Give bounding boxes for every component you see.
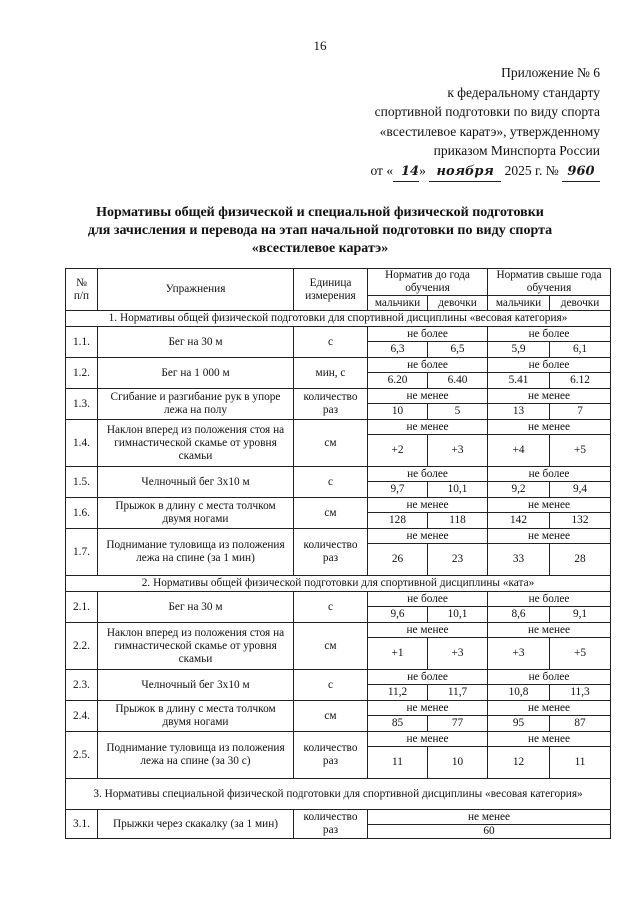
row-num: 1.5. bbox=[66, 467, 98, 498]
row-value: 13 bbox=[488, 404, 550, 420]
appendix-line: к федеральному стандарту bbox=[447, 84, 600, 100]
row-exercise: Бег на 30 м bbox=[98, 592, 294, 623]
row-num: 1.3. bbox=[66, 389, 98, 420]
row-exercise: Челночный бег 3х10 м bbox=[98, 670, 294, 701]
row-unit: с bbox=[294, 592, 368, 623]
row-value: 60 bbox=[368, 825, 611, 839]
table-header-row bbox=[66, 269, 611, 296]
row-value: 10 bbox=[368, 404, 428, 420]
row-value: 6,5 bbox=[428, 342, 488, 358]
row-value: 132 bbox=[550, 513, 611, 529]
row-num: 2.2. bbox=[66, 623, 98, 670]
title-line: Нормативы общей физической и специальной физической подготовки bbox=[96, 205, 544, 220]
row-value: +3 bbox=[428, 638, 488, 670]
appendix-line: спортивной подготовки по виду спорта bbox=[374, 104, 600, 119]
row-exercise: Прыжок в длину с места толчком двумя ногами bbox=[98, 701, 294, 732]
row-exercise: Прыжки через скакалку (за 1 мин) bbox=[98, 810, 294, 839]
row-exercise: Прыжок в длину с места толчком двумя ногами bbox=[98, 498, 294, 529]
table-row bbox=[66, 529, 611, 544]
table-row bbox=[66, 358, 611, 373]
row-condition-until: не более bbox=[368, 467, 488, 482]
row-exercise: Наклон вперед из положения стоя на гимнастической скамье от уровня скамьи bbox=[98, 623, 294, 670]
appendix-line: приказом Минспорта России bbox=[433, 143, 600, 158]
table-row bbox=[66, 701, 611, 716]
row-exercise: Поднимание туловища из положения лежа на спине (за 1 мин) bbox=[98, 529, 294, 576]
header-norm-over: Норматив свыше года обучения bbox=[488, 269, 611, 296]
row-unit: с bbox=[294, 670, 368, 701]
section-title: 3. Нормативы специальной физической подготовки для спортивной дисциплины «весовая категория» bbox=[66, 779, 611, 810]
row-num: 1.6. bbox=[66, 498, 98, 529]
date-prefix: от « bbox=[370, 162, 394, 178]
row-value: 9,1 bbox=[550, 607, 611, 623]
row-condition: не менее bbox=[368, 810, 611, 825]
table-row bbox=[66, 592, 611, 607]
row-value: 77 bbox=[428, 716, 488, 732]
row-value: 95 bbox=[488, 716, 550, 732]
row-value: 5.41 bbox=[488, 373, 550, 389]
table-row bbox=[66, 623, 611, 638]
row-condition-until: не менее bbox=[368, 389, 488, 404]
header-girls: девочки bbox=[550, 296, 611, 311]
section-row bbox=[66, 576, 611, 592]
row-unit: мин, с bbox=[294, 358, 368, 389]
row-value: 11,7 bbox=[428, 685, 488, 701]
row-num: 2.4. bbox=[66, 701, 98, 732]
header-unit: Единица измерения bbox=[294, 269, 368, 311]
row-value: 9,2 bbox=[488, 482, 550, 498]
row-value: 9,7 bbox=[368, 482, 428, 498]
row-unit: см bbox=[294, 701, 368, 732]
section-title: 1. Нормативы общей физической подготовки для спортивной дисциплины «весовая категория» bbox=[66, 311, 611, 327]
row-unit: количество раз bbox=[294, 529, 368, 576]
row-value: 118 bbox=[428, 513, 488, 529]
header-boys: мальчики bbox=[488, 296, 550, 311]
row-value: 33 bbox=[488, 544, 550, 576]
table-row bbox=[66, 732, 611, 747]
row-condition-over: не более bbox=[488, 327, 611, 342]
row-value: +3 bbox=[428, 435, 488, 467]
row-condition-over: не менее bbox=[488, 420, 611, 435]
row-condition-until: не менее bbox=[368, 732, 488, 747]
appendix-line: Приложение № 6 bbox=[501, 65, 600, 80]
table-row bbox=[66, 670, 611, 685]
title-line: «всестилевое каратэ» bbox=[251, 241, 389, 256]
row-unit: количество раз bbox=[294, 732, 368, 779]
row-num: 1.2. bbox=[66, 358, 98, 389]
row-value: 6,1 bbox=[550, 342, 611, 358]
row-value: 23 bbox=[428, 544, 488, 576]
row-condition-over: не менее bbox=[488, 529, 611, 544]
row-value: 7 bbox=[550, 404, 611, 420]
row-condition-until: не менее bbox=[368, 420, 488, 435]
handwritten-month: ноября bbox=[436, 163, 494, 179]
norms-table bbox=[65, 268, 611, 839]
row-unit: см bbox=[294, 420, 368, 467]
title-line: для зачисления и перевода на этап начальной подготовки по виду спорта bbox=[87, 223, 553, 238]
section-row bbox=[66, 311, 611, 327]
row-value: 142 bbox=[488, 513, 550, 529]
row-value: 9,6 bbox=[368, 607, 428, 623]
row-exercise: Бег на 30 м bbox=[98, 327, 294, 358]
table-row bbox=[66, 327, 611, 342]
row-exercise: Бег на 1 000 м bbox=[98, 358, 294, 389]
row-value: +1 bbox=[368, 638, 428, 670]
row-condition-until: не более bbox=[368, 327, 488, 342]
table-row bbox=[66, 389, 611, 404]
row-condition-over: не более bbox=[488, 467, 611, 482]
row-condition-over: не более bbox=[488, 358, 611, 373]
header-girls: девочки bbox=[428, 296, 488, 311]
row-value: 10,1 bbox=[428, 607, 488, 623]
row-value: 8,6 bbox=[488, 607, 550, 623]
row-value: 10,1 bbox=[428, 482, 488, 498]
row-exercise: Наклон вперед из положения стоя на гимнастической скамье от уровня скамьи bbox=[98, 420, 294, 467]
row-unit: количество раз bbox=[294, 389, 368, 420]
row-value: 10,8 bbox=[488, 685, 550, 701]
row-unit: см bbox=[294, 623, 368, 670]
table-row bbox=[66, 467, 611, 482]
row-value: 11 bbox=[550, 747, 611, 779]
document-title bbox=[40, 204, 600, 258]
row-value: 128 bbox=[368, 513, 428, 529]
row-value: +4 bbox=[488, 435, 550, 467]
row-value: 85 bbox=[368, 716, 428, 732]
row-value: 5 bbox=[428, 404, 488, 420]
row-value: +3 bbox=[488, 638, 550, 670]
table-row bbox=[66, 810, 611, 825]
row-condition-until: не менее bbox=[368, 529, 488, 544]
table-row bbox=[66, 420, 611, 435]
row-exercise: Сгибание и разгибание рук в упоре лежа на полу bbox=[98, 389, 294, 420]
row-condition-over: не менее bbox=[488, 732, 611, 747]
row-num: 3.1. bbox=[66, 810, 98, 839]
appendix-line: «всестилевое каратэ», утвержденному bbox=[379, 123, 600, 139]
row-value: 6,3 bbox=[368, 342, 428, 358]
row-condition-over: не более bbox=[488, 670, 611, 685]
row-condition-until: не более bbox=[368, 592, 488, 607]
date-year: 2025 г. № bbox=[504, 162, 559, 178]
row-value: 11,2 bbox=[368, 685, 428, 701]
row-value: 5,9 bbox=[488, 342, 550, 358]
row-condition-until: не менее bbox=[368, 701, 488, 716]
row-condition-over: не более bbox=[488, 592, 611, 607]
header-num: № п/п bbox=[66, 269, 98, 311]
row-condition-until: не менее bbox=[368, 498, 488, 513]
row-value: 12 bbox=[488, 747, 550, 779]
handwritten-day: 14 bbox=[401, 163, 420, 179]
row-num: 1.1. bbox=[66, 327, 98, 358]
row-num: 1.7. bbox=[66, 529, 98, 576]
row-value: 10 bbox=[428, 747, 488, 779]
row-value: 11,3 bbox=[550, 685, 611, 701]
row-condition-until: не более bbox=[368, 670, 488, 685]
row-value: 6.20 bbox=[368, 373, 428, 389]
row-condition-over: не менее bbox=[488, 389, 611, 404]
row-condition-until: не менее bbox=[368, 623, 488, 638]
header-exercise: Упражнения bbox=[98, 269, 294, 311]
row-value: 87 bbox=[550, 716, 611, 732]
row-value: 9,4 bbox=[550, 482, 611, 498]
row-exercise: Поднимание туловища из положения лежа на спине (за 30 с) bbox=[98, 732, 294, 779]
header-boys: мальчики bbox=[368, 296, 428, 311]
section-title: 2. Нормативы общей физической подготовки для спортивной дисциплины «ката» bbox=[66, 576, 611, 592]
row-unit: с bbox=[294, 327, 368, 358]
row-unit: количество раз bbox=[294, 810, 368, 839]
row-value: 28 bbox=[550, 544, 611, 576]
row-num: 2.5. bbox=[66, 732, 98, 779]
date-mid: » bbox=[419, 162, 426, 178]
row-num: 2.1. bbox=[66, 592, 98, 623]
appendix-block bbox=[300, 63, 600, 182]
row-value: +5 bbox=[550, 435, 611, 467]
row-condition-over: не менее bbox=[488, 623, 611, 638]
order-date-line bbox=[300, 161, 600, 183]
row-value: 26 bbox=[368, 544, 428, 576]
row-condition-until: не более bbox=[368, 358, 488, 373]
row-value: 11 bbox=[368, 747, 428, 779]
page-number: 16 bbox=[313, 38, 327, 53]
row-exercise: Челночный бег 3х10 м bbox=[98, 467, 294, 498]
table-row bbox=[66, 498, 611, 513]
row-num: 1.4. bbox=[66, 420, 98, 467]
row-value: +2 bbox=[368, 435, 428, 467]
handwritten-number: 960 bbox=[567, 163, 595, 179]
row-value: +5 bbox=[550, 638, 611, 670]
row-condition-over: не менее bbox=[488, 701, 611, 716]
row-condition-over: не менее bbox=[488, 498, 611, 513]
row-num: 2.3. bbox=[66, 670, 98, 701]
row-value: 6.40 bbox=[428, 373, 488, 389]
row-value: 6.12 bbox=[550, 373, 611, 389]
section-row bbox=[66, 779, 611, 810]
header-norm-until: Норматив до года обучения bbox=[368, 269, 488, 296]
row-unit: с bbox=[294, 467, 368, 498]
row-unit: см bbox=[294, 498, 368, 529]
